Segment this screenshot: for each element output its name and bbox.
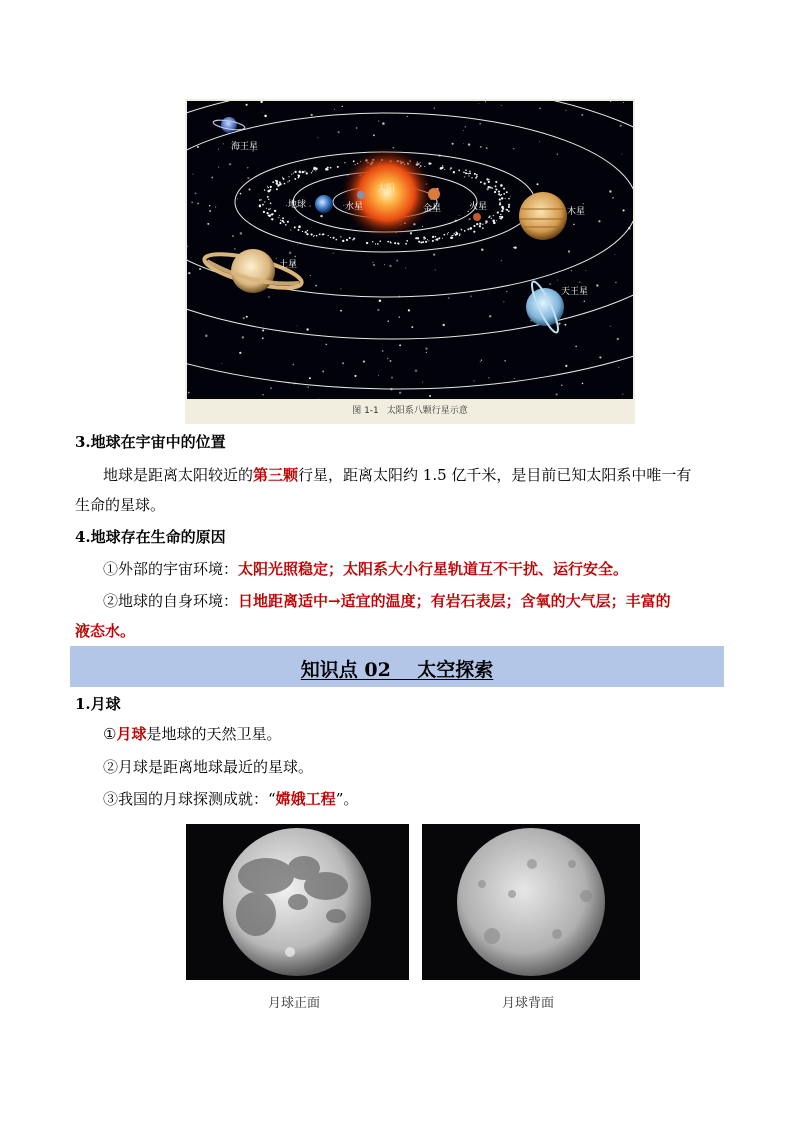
moon-back-image xyxy=(422,824,640,980)
label-jupiter: 木星 xyxy=(567,207,586,217)
moon-front-caption: 月球正面 xyxy=(268,996,321,1011)
moon-heading: 1.月球 xyxy=(75,695,121,713)
item-emphasis: 太阳光照稳定；太阳系大小行星轨道互不干扰、运行安全。 xyxy=(238,560,629,578)
jupiter-icon xyxy=(519,192,567,240)
mercury-icon xyxy=(357,191,365,199)
moon-item-1 xyxy=(103,723,281,745)
banner-title: 知识点 02 太空探索 xyxy=(300,659,494,681)
label-mars: 火星 xyxy=(469,202,488,212)
solar-system-figure xyxy=(185,99,635,424)
change-project-emphasis: 嫦娥工程 xyxy=(275,790,336,808)
text-segment: ③我国的月球探测成就：“ xyxy=(103,790,276,808)
item-label: ①外部的宇宙环境： xyxy=(103,560,239,578)
label-mercury: 水星 xyxy=(345,202,364,212)
venus-icon xyxy=(428,188,440,200)
section-3-heading: 3.地球在宇宙中的位置 xyxy=(75,433,226,451)
label-neptune: 海王星 xyxy=(231,142,259,152)
moon-item-2: ②月球是距离地球最近的星球。 xyxy=(103,758,314,776)
text-segment: 行星，距离太阳约 1.5 亿千米，是目前已知太阳系中唯一有 xyxy=(298,466,692,484)
section-4-item-2-continuation: 液态水。 xyxy=(75,622,136,640)
item-number: ① xyxy=(103,725,117,743)
mars-icon xyxy=(473,213,481,221)
label-sun: 太阳 xyxy=(377,184,396,194)
section-4-item-1 xyxy=(103,558,628,580)
figure-number: 图 1-1 xyxy=(352,406,379,416)
text-segment: 是地球的天然卫星。 xyxy=(146,725,282,743)
figure-caption xyxy=(185,403,635,416)
knowledge-point-banner xyxy=(70,646,724,687)
text-segment: 地球是距离太阳较近的 xyxy=(103,466,254,484)
item-label: ②地球的自身环境： xyxy=(103,592,239,610)
moon-front-image xyxy=(186,824,409,980)
earth-icon xyxy=(315,195,333,213)
label-earth: 地球 xyxy=(288,200,307,210)
item-emphasis: 日地距离适中→适宜的温度；有岩石表层；含氧的大气层；丰富的 xyxy=(238,592,671,610)
section-4-heading: 4.地球存在生命的原因 xyxy=(75,528,226,546)
label-venus: 金星 xyxy=(423,204,442,214)
section-3-paragraph-line1 xyxy=(103,464,691,486)
moon-back-caption: 月球背面 xyxy=(502,996,555,1011)
moon-item-3 xyxy=(103,788,358,810)
highlight-third-planet: 第三颗 xyxy=(253,466,299,484)
section-3-paragraph-line2: 生命的星球。 xyxy=(75,496,166,514)
section-4-item-2 xyxy=(103,590,671,612)
solar-system-illustration xyxy=(187,101,633,399)
moon-emphasis: 月球 xyxy=(116,725,147,743)
text-segment: ”。 xyxy=(335,790,359,808)
figure-caption-text: 太阳系八颗行星示意 xyxy=(386,406,468,416)
label-uranus: 天王星 xyxy=(561,287,589,297)
label-saturn: 土星 xyxy=(279,260,298,270)
